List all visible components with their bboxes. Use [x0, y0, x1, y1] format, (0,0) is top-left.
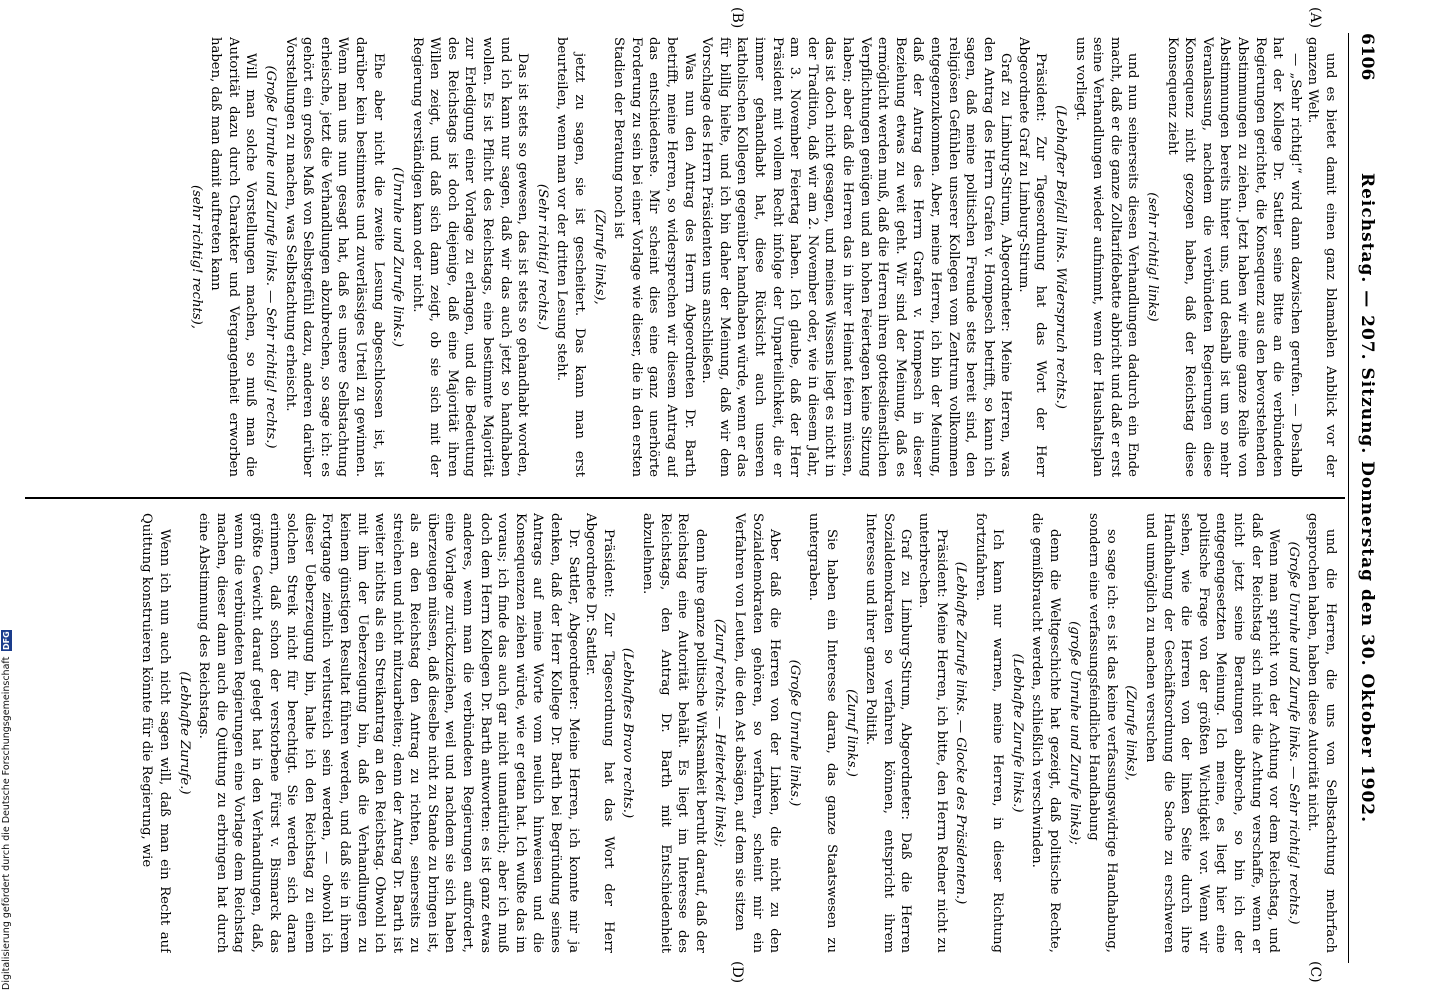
dfg-logo: DFG	[2, 630, 11, 650]
interjection: (sehr richtig! rechts),	[188, 185, 204, 329]
interjection: (Unruhe und Zurufe links.)	[390, 166, 406, 347]
interjection: (Zuruf links.)	[843, 689, 859, 777]
paragraph: Präsident: Zur Tagesordnung hat das Wort der Herr Abgeordnete Dr. Sattler.	[583, 513, 616, 953]
digitization-credit	[1, 600, 19, 990]
paragraph: so sage ich: es ist das keine verfassungswidrige Handhabung, sondern eine verfassungsfeindliche Handhabung	[1086, 513, 1119, 953]
interjection: (Zurufe links),	[591, 209, 607, 305]
paragraph: — „Sehr richtig!“ wird dann dazwischen gerufen. — Deshalb hat der Kollege Dr. Sattler seine Bitte an die verbündeten Regierungen gerichtet, die Konsequenz aus den bevorstehenden Abstimmungen zu ziehen. Jetzt haben wir eine ganze Reihe von Abstimmungen bereits hinter uns, und deshalb ist um so mehr Veranlassung, nachdem die verbündeten Regierungen diese Konsequenz nicht gezogen haben, daß der Reichstag diese Konsequenz zieht	[1164, 37, 1303, 477]
paragraph: Dr. Sattler, Abgeordneter: Meine Herren, ich konnte mir ja denken, daß der Herr Kollege Dr. Barth bei Begründung seines Antrags auf meine Worte vom neulich hinweisen und die Konsequenzen ziehen würde, wie er getan hat. Ich wußte das im voraus; ich finde das auch gar nicht unnatürlich; aber ich muß doch dem Herrn Kollegen Dr. Barth antworten: es ist ganz etwas anderes, wenn man die verbündeten Regierungen auffordert, eine Vorlage zurückzuziehen, weil und nachdem sie sich haben überzeugen müssen, daß dieselbe nicht zu Stande zu bringen ist, als an den Reichstag den Antrag zu richten, seinerseits zu streichen und nicht mitzuarbeiten; denn der Antrag Dr. Barth ist weiter nichts als ein Streikantrag an den Reichstag. Obwohl ich mit ihm der Ueberzeugung bin, daß die Verhandlungen zu keinem günstigen Resultat führen werden, und daß sie in ihrem Fortgange ziemlich verlustreich sein werden, — obwohl ich dieser Ueberzeugung bin, halte ich den Reichstag zu einem solchen Streik nicht für berechtigt. Sie werden sich daran erinnern, daß schon der verstorbene Fürst v. Bismarck das größte Gewicht darauf gelegt hat in den Verhandlungen, daß, wenn die verbündeten Regierungen eine Vorlage dem Reichstag machen, dieser dann auch die Quittung zu erbringen hat durch eine Abstimmung des Reichstags.	[196, 513, 581, 953]
page-number: 6106	[1357, 33, 1377, 81]
paragraph: Wenn man spricht von der Achtung vor dem Reichstag, und daß der Reichstag sich nicht die Achtung verschaffe, wenn er nicht jetzt seine Beratungen abbreche, so bin ich der entgegengesetzten Meinung. Ich meine, es liegt hier eine politische Frage von der größten Wichtigkeit vor. Wenn wir sehen, wie die Herren von der linken Seite durch ihre Handhabung der Geschäftsordnung die Sache zu erschweren und unmöglich zu machen versuchen	[1143, 513, 1282, 953]
interjection: (Große Unruhe links.)	[786, 659, 802, 807]
interjection: (Lebhafte Zurufe links.)	[1009, 653, 1025, 813]
paragraph: Was nun den Antrag des Herrn Abgeordneten Dr. Barth betrifft, meine Herren, so widersprechen wir diesem Antrag auf das entschiedenste. Mir scheint dies eine ganz unerhörte Forderung zu sein bei einer Vorlage wie dieser, die in den ersten Stadien der Beratung noch ist	[611, 37, 697, 477]
paragraph: Das ist stets so gewesen, das ist stets so gehandhabt worden, und ich kann nur sagen, daß wir das auch jetzt so handhaben wollen. Es ist Pflicht des Reichstags, eine bestimmte Majorität zur Erledigung einer Vorlage zu erlangen, und die Bedeutung des Reichstags ist doch diejenige, daß eine Majorität ihren Willen zeigt, und daß sich dann zeigt, ob sie sich mit der Regierung verständigen kann oder nicht.	[409, 37, 531, 477]
interjection: (große Unruhe und Zurufe links);	[1066, 621, 1082, 845]
interjection: (Lebhafter Beifall links. Widerspruch rechts.)	[1053, 105, 1069, 409]
paragraph: Wenn ich nun auch nicht sagen will, daß man ein Recht auf Quittung konstruieren könnte für die Regierung, wie	[139, 513, 172, 953]
page-header	[1349, 33, 1377, 963]
interjection: (Zurufe links),	[1123, 685, 1139, 781]
paragraph: Graf zu Limburg-Stirum, Abgeordneter: Meine Herren, was den Antrag des Herrn Grafen v. Hompesch betrifft, so kann ich sagen, daß meine politischen Freunde stets bereit sind, den religiösen Gefühlen unserer Kollegen vom Zentrum vollkommen entgegenzukommen. Aber, meine Herren, ich bin der Meinung, daß der Antrag des Herrn Grafen v. Hompesch in dieser Beziehung etwas zu weit geht. Wir sind der Meinung, daß es ermöglicht werden muß, daß die Herren ihren gottesdienstlichen Verpflichtungen genügen und an hohen Feiertagen keine Sitzung haben; aber daß die Herren das in ihrer Heimat feiern müssen, das ist doch nicht gesagen, und meines Wissens liegt es nicht in der Tradition, daß wir am 2. November oder, wie in diesem Jahr, am 3. November Feiertag haben. Ich glaube, daß der Herr Präsident mit vollem Recht infolge der Unparteilichkeit, die er immer gehandhabt hat, diese Rücksicht auch unseren katholischen Kollegen gegenüber handhaben würde, wenn er das für billig hielte, und ich bin daher der Meinung, daß wir dem Vorschlage des Herrn Präsidenten uns anschließen.	[699, 37, 1014, 477]
paragraph: Präsident: Zur Tagesordnung hat das Wort der Herr Abgeordnete Graf zu Limburg-Stirum.	[1015, 37, 1049, 477]
margin-letter-b: (B)	[729, 7, 745, 29]
paragraph: Will man solche Vorstellungen machen, so muß man die Autorität dazu durch Charakter und Vergangenheit erworben haben, daß man damit auftreten kann	[208, 37, 259, 477]
interjection: (Große Unruhe und Zurufe links. — Sehr richtig! rechts.)	[1285, 541, 1301, 925]
left-column	[25, 37, 1339, 477]
paragraph: Sie haben ein Interesse daran, das ganze Staatswesen zu untergraben.	[806, 513, 839, 953]
right-column	[25, 513, 1339, 953]
margin-letter-d: (D)	[729, 961, 745, 984]
interjection: (Sehr richtig! rechts.)	[534, 183, 550, 331]
column-divider	[25, 497, 1345, 499]
newspaper-page	[15, 3, 1385, 993]
margin-letter-c: (C)	[1307, 961, 1323, 983]
paragraph: Aber daß die Herren von der Linken, die nicht zu den Sozialdemokraten gehören, so verfahren, scheint mir ein Verfahren von Leuten, die den Ast absägen, auf dem sie sitzen	[732, 513, 783, 953]
paragraph: denn die Weltgeschichte hat gezeigt, daß politische Rechte, die gemißbraucht werden, schließlich verschwinden.	[1029, 513, 1063, 953]
interjection: (Lebhaftes Bravo rechts.)	[620, 647, 636, 819]
interjection: (sehr richtig! links)	[1145, 192, 1161, 322]
interjection: (Lebhafte Zurufe.)	[176, 671, 192, 795]
interjection: (Lebhafte Zurufe links. — Glocke des Präsidenten.)	[953, 561, 969, 905]
paragraph: und nun seinerseits diesen Verhandlungen dadurch ein Ende macht, daß er die ganze Zolltarifdebatte abbricht und daß er erst seine Verhandlungen wieder aufnimmt, wenn der Haushaltsplan uns vorliegt.	[1072, 37, 1141, 477]
paragraph: denn ihre ganze politische Wirksamkeit beruht darauf, daß der Reichstag eine Autorität behält. Es liegt im Interesse des Reichstags, den Antrag Dr. Barth mit Entschiedenheit abzulehnen.	[640, 513, 708, 953]
paragraph: Ehe aber nicht die zweite Lesung abgeschlossen ist, ist darüber kein bestimmtes und zuverlässiges Urteil zu gewinnen. Wenn man uns nun gesagt hat, daß es unsere Selbstachtung erheische, jetzt die Verhandlungen abzubrechen, so sage ich: es gehört ein großes Maß von Selbstgefühl dazu, anderen darüber Vorstellungen zu machen, was Selbstachtung erheischt.	[282, 37, 386, 477]
paragraph: Präsident: Meine Herren, ich bitte, den Herrn Redner nicht zu unterbrechen.	[915, 513, 949, 953]
paragraph: und es bietet damit einen ganz blamablen Anblick vor der ganzen Welt.	[1305, 37, 1338, 477]
paragraph: und die Herren, die uns von Selbstachtung mehrfach gesprochen haben, haben diese Autorität nicht.	[1305, 513, 1338, 953]
paragraph: jetzt zu sagen, sie ist gescheitert. Das kann man erst beurteilen, wenn man vor der dritten Lesung steht.	[554, 37, 588, 477]
paragraph: Graf zu Limburg-Stirum, Abgeordneter: Daß die Herren Sozialdemokraten so verfahren können, entspricht ihrem Interesse und ihrer ganzen Politik.	[863, 513, 914, 953]
paragraph: Ich kann nur warnen, meine Herren, in dieser Richtung fortzufahren.	[972, 513, 1006, 953]
interjection: (Große Unruhe und Zurufe links. — Sehr richtig! rechts.)	[262, 65, 278, 449]
running-title: Reichstag. — 207. Sitzung. Donnerstag den 30. Oktober 1902.	[1357, 172, 1377, 824]
margin-letter-a: (A)	[1307, 7, 1323, 29]
header-rule	[1348, 33, 1349, 963]
credit-text: Digitalisierung gefördert durch die Deutsche Forschungsgemeinschaft	[1, 656, 12, 990]
interjection: (Zuruf rechts. — Heiterkeit links);	[712, 618, 728, 848]
